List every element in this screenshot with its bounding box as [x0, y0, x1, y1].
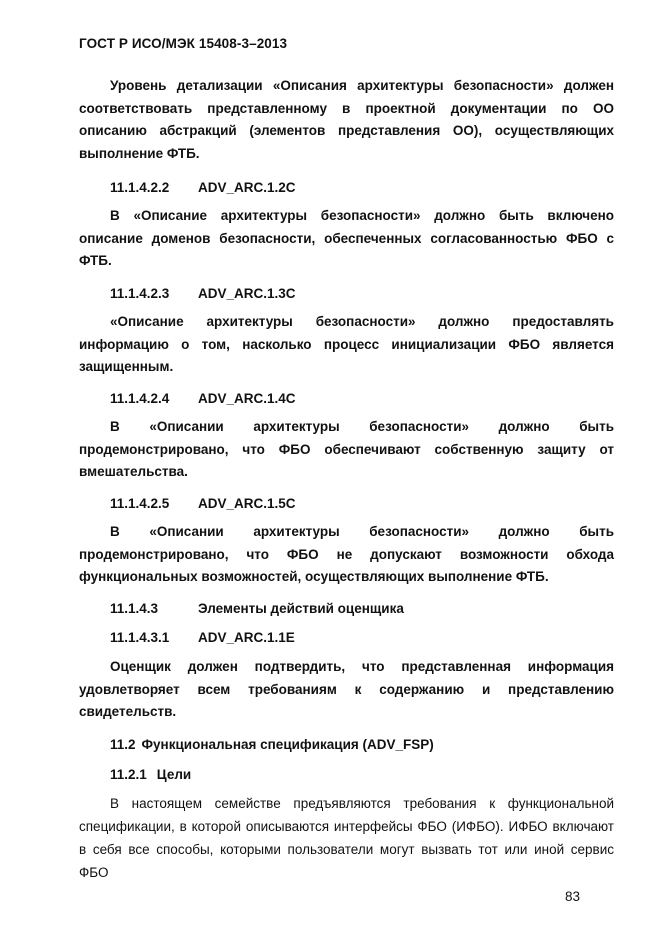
section-number: 11.2	[110, 737, 136, 752]
document-header: ГОСТ Р ИСО/МЭК 15408-3–2013	[79, 36, 288, 51]
paragraph-evaluator-action: Оценщик должен подтвердить, что представленная информация удовлетворяет всем требованиям к содержанию и представлению свидетельств.	[79, 659, 614, 720]
section-heading	[110, 737, 434, 752]
section-number: 11.1.4.2.4	[110, 391, 170, 406]
section-heading	[110, 630, 295, 645]
section-title: ADV_ARC.1.1E	[198, 630, 295, 645]
section-title: Функциональная спецификация (ADV_FSP)	[141, 737, 434, 752]
section-heading	[110, 391, 296, 406]
section-number: 11.2.1	[110, 767, 147, 782]
section-number: 11.1.4.2.5	[110, 496, 170, 511]
section-heading	[110, 601, 404, 616]
section-title: ADV_ARC.1.5C	[198, 496, 296, 511]
section-title: Цели	[156, 767, 192, 782]
section-number: 11.1.4.3.1	[110, 630, 170, 645]
section-title: ADV_ARC.1.4C	[198, 391, 296, 406]
section-heading	[110, 496, 296, 511]
paragraph-requirement: В «Описании архитектуры безопасности» должно быть продемонстрировано, что ФБО не допускают возможности обхода функциональных возможностей, осуществляющих выполнение ФТБ.	[79, 524, 614, 585]
section-title: ADV_ARC.1.2C	[198, 180, 296, 195]
paragraph-objectives: В настоящем семействе предъявляются требования к функциональной спецификации, в которой описываются интерфейсы ФБО (ИФБО). ИФБО включают в себя все способы, которыми пользователи могут вызвать тот или иной сервис ФБО	[79, 796, 614, 880]
section-number: 11.1.4.3	[110, 601, 159, 616]
section-heading	[110, 180, 296, 195]
section-title: ADV_ARC.1.3C	[198, 286, 296, 301]
paragraph-requirement: «Описание архитектуры безопасности» должно предоставлять информацию о том, насколько процесс инициализации ФБО является защищенным.	[79, 314, 614, 375]
section-title: Элементы действий оценщика	[198, 601, 404, 616]
paragraph-requirement: В «Описании архитектуры безопасности» должно быть продемонстрировано, что ФБО обеспечивают собственную защиту от вмешательства.	[79, 419, 614, 480]
section-heading	[110, 767, 191, 782]
section-number: 11.1.4.2.3	[110, 286, 170, 301]
section-number: 11.1.4.2.2	[110, 180, 170, 195]
section-heading	[110, 286, 296, 301]
paragraph-detail-level: Уровень детализации «Описания архитектуры безопасности» должен соответствовать представленному в проектной документации по ОО описанию абстракций (элементов представления ОО), осуществляющих выполнение ФТБ.	[79, 78, 614, 162]
page-number: 83	[565, 889, 581, 904]
paragraph-requirement: В «Описание архитектуры безопасности» должно быть включено описание доменов безопасности, обеспеченных согласованностью ФБО с ФТБ.	[79, 208, 614, 269]
